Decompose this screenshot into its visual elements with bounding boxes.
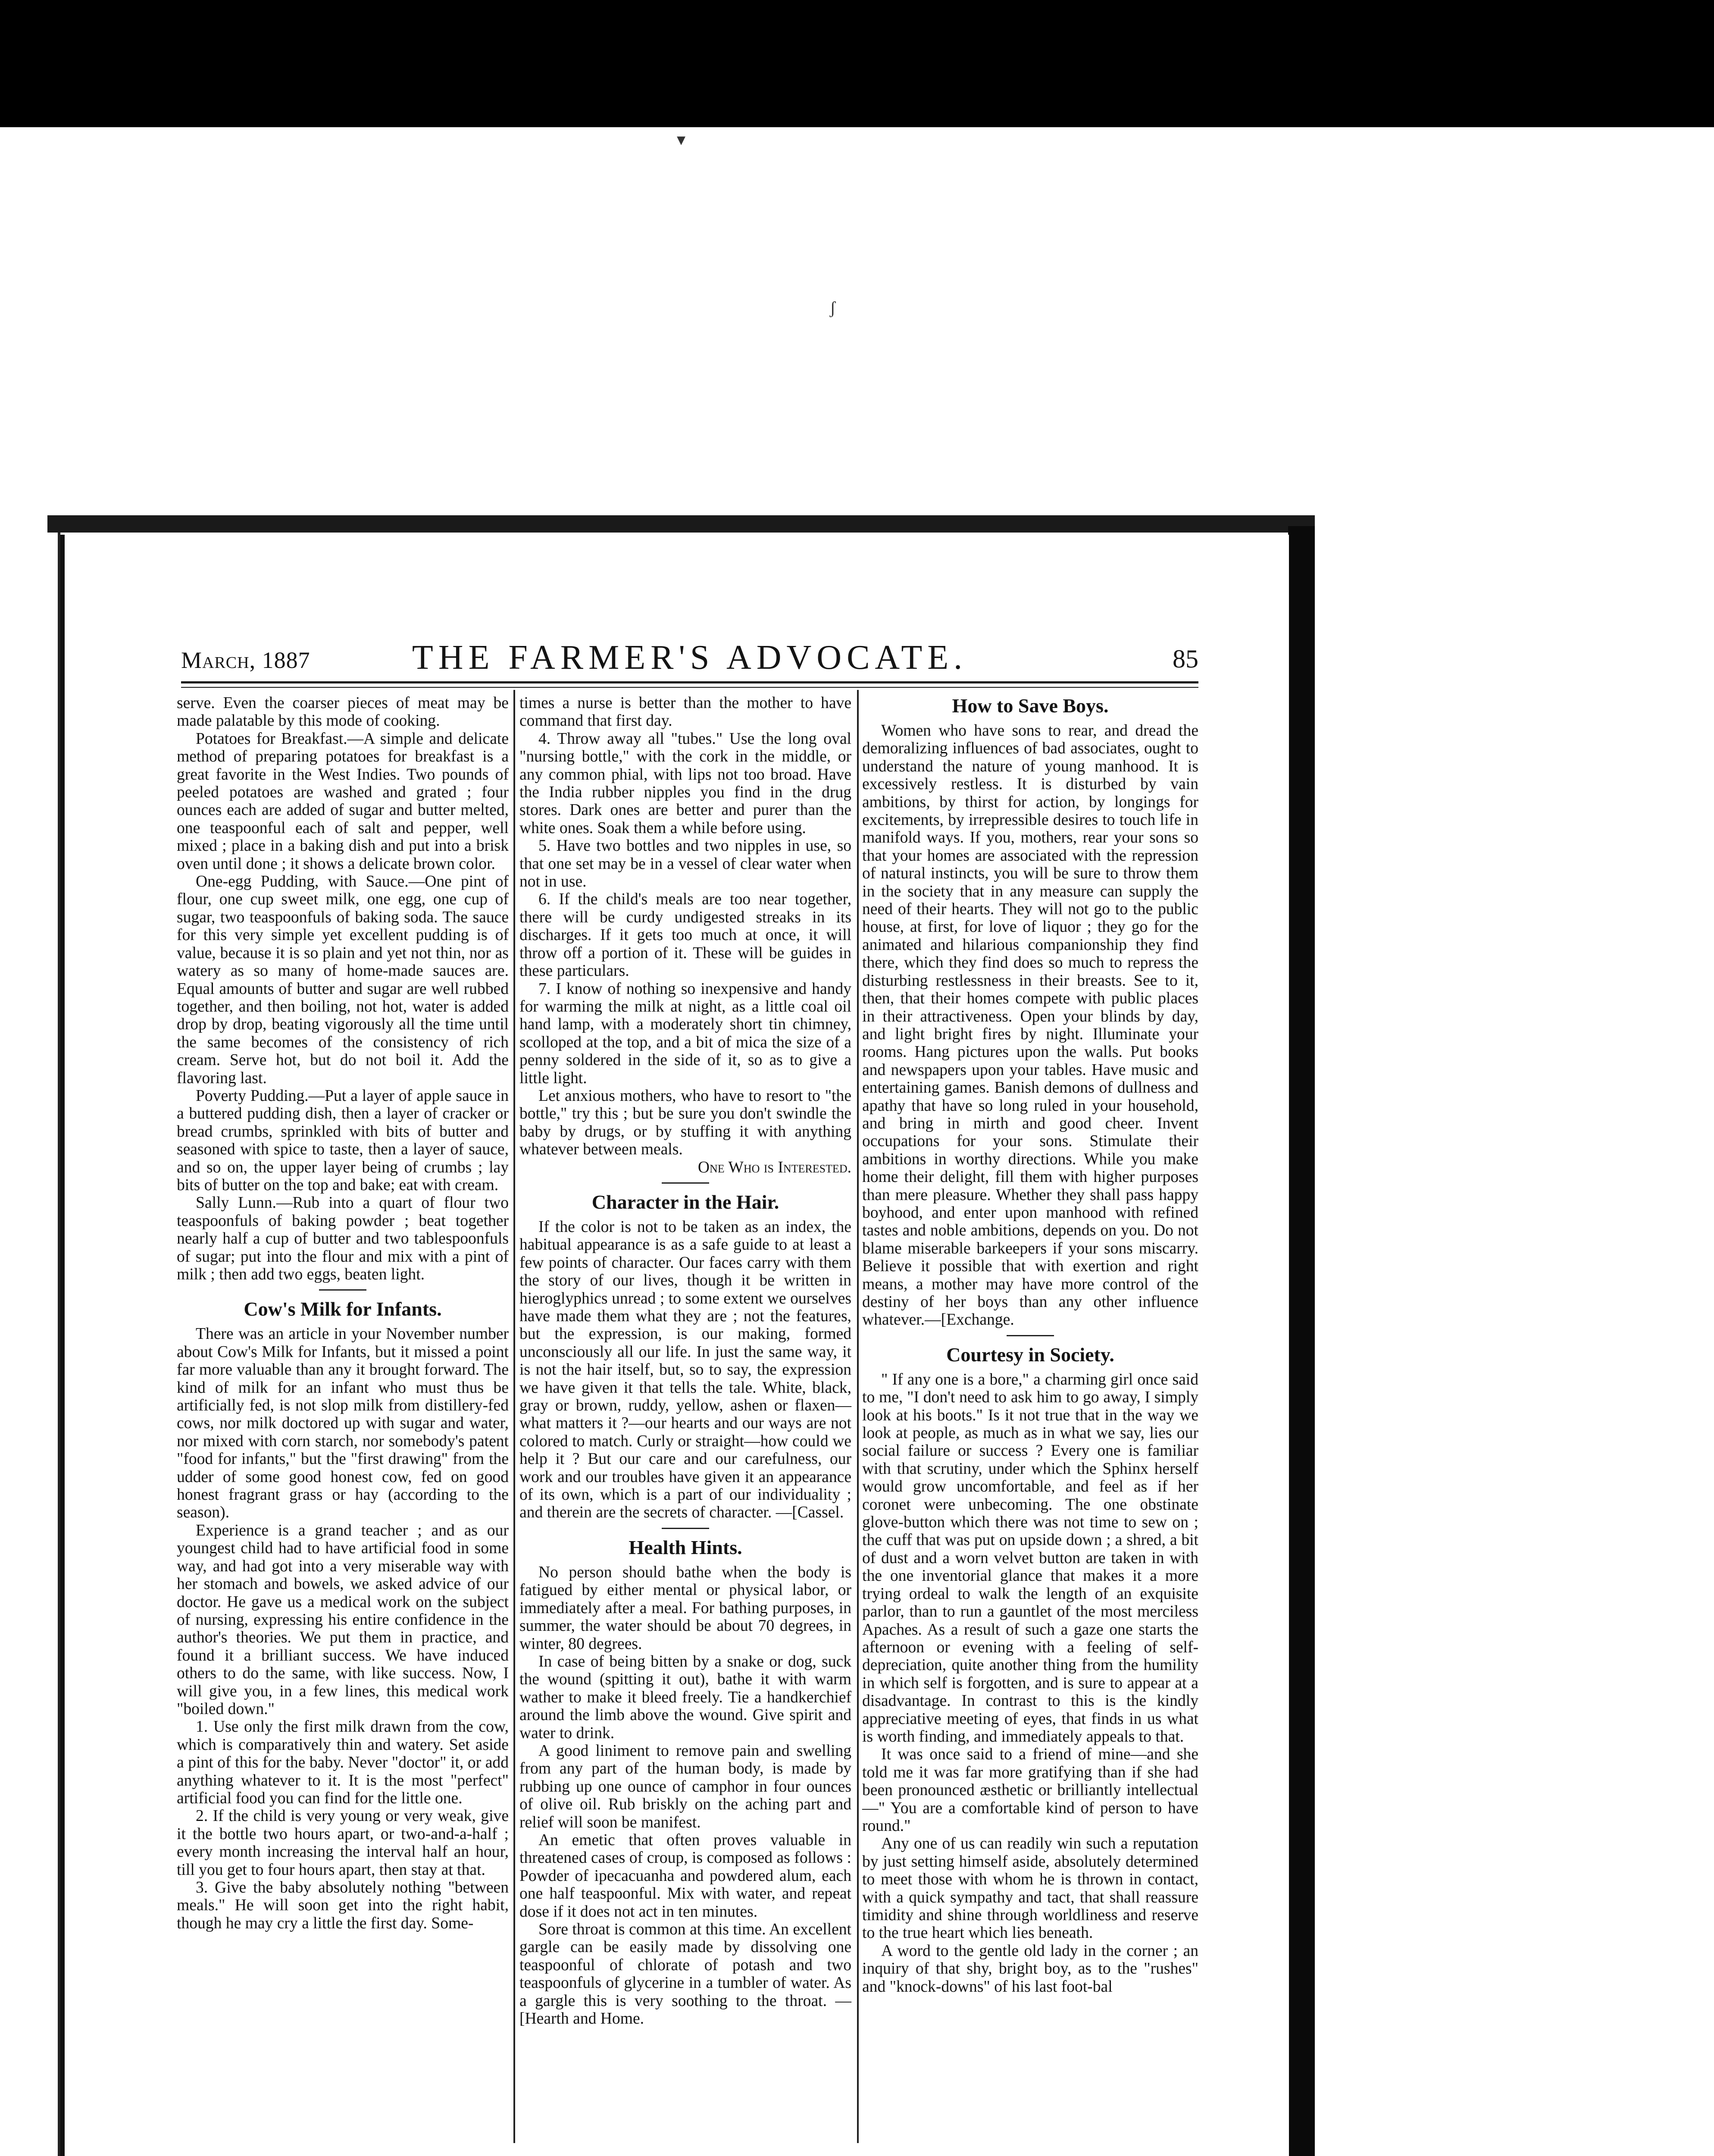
recipe-pudding: One-egg Pudding, with Sauce.—One pint of flour, one cup sweet milk, one egg, one cup of sugar, two teaspoonfuls of baking soda. The sauce for this very simple yet excellent pudding is of value, because it is so plain and yet not thin, nor as watery as so many of home-made sauces are. Equal amounts of butter and sugar are well rubbed together, and then boiling, not hot, water is added drop by drop, beating vigorously all the time until the same becomes of the consistency of rich cream. Serve hot, but do not boil it. Add the flavoring last.: [177, 873, 509, 1087]
paragraph: " If any one is a bore," a charming girl once said to me, "I don't need to ask him to go away, I simply look at his boots." Is it not true that in the way we look at people, as much as in what we say, lies our social failure or success ? Every one is familiar with that scrutiny, under which the Sphinx herself would grow uncomfortable, and feel as if her coronet were unbecoming. The one obstinate glove-button which there was not time to sew on ; the cuff that was put on upside down ; a shred, a bit of dust and a worn velvet button are taken in with the one inventorial glance that makes it a more trying ordeal to walk the length of an exquisite parlor, than to run a gauntlet of the most merciless Apaches. As a result of such a gaze one starts the afternoon or evening with a feeling of self-depreciation, quite another thing from the humility in which self is forgotten, and is sure to appear at a disadvantage. In contrast to this is the kindly appreciative meeting of eyes, that finds in us what is worth finding, and immediately appeals to that.: [862, 1370, 1198, 1745]
section-divider: [662, 1528, 709, 1529]
recipe-sally-lunn: Sally Lunn.—Rub into a quart of flour two teaspoonfuls of baking powder ; beat together nearly half a cup of butter and two tablespoonfuls of sugar; put into the flour and mix with a pint of milk ; then add two eggs, beaten light.: [177, 1194, 509, 1283]
article-heading: Character in the Hair.: [591, 1191, 779, 1213]
paragraph: Let anxious mothers, who have to resort to "the bottle," try this ; but be sure you don't swindle the baby by drugs, or by stuffing it with anything whatever between meals.: [519, 1087, 851, 1159]
paragraph: No person should bathe when the body is fatigued by either mental or physical labor, or immediately after a meal. For bathing purposes, in summer, the water should be about 70 degrees, in winter, 80 degrees.: [519, 1563, 851, 1653]
paragraph: Sore throat is common at this time. An excellent gargle can be easily made by dissolving one teaspoonful of chlorate of potash and two teaspoonfuls of glycerine in a tumbler of water. As a gargle this is very soothing to the throat. —[Hearth and Home.: [519, 1921, 851, 2028]
paragraph: A word to the gentle old lady in the corner ; an inquiry of that shy, bright boy, as to the "rushes" and "knock-downs" of his last foot-bal: [862, 1942, 1198, 1996]
paragraph: 4. Throw away all "tubes." Use the long oval "nursing bottle," with the cork in the middle, or any common phial, with lips not too broad. Have the India rubber nipples you find in the drug stores. Dark ones are better and purer than the white ones. Soak them a while before using.: [519, 730, 851, 837]
paragraph: Experience is a grand teacher ; and as our youngest child had to have artificial food in some way, and had got into a very miserable way with her stomach and bowels, we asked advice of our doctor. He gave us a medical work on the subject of nursing, expressing his entire confidence in the author's theories. We put them in practice, and found it a brilliant success. We have induced others to do the same, with like success. Now, I will give you, in a few lines, this medical work "boiled down.": [177, 1521, 509, 1718]
article-heading: Cow's Milk for Infants.: [244, 1298, 442, 1320]
masthead: [181, 638, 1198, 677]
section-divider: [319, 1289, 366, 1291]
recipe-potatoes: Potatoes for Breakfast.—A simple and delicate method of preparing potatoes for breakfast is a great favorite in the West Indies. Two pounds of peeled potatoes are washed and grated ; four ounces each are added of sugar and butter melted, one teaspoonful each of salt and pepper, well mixed ; place in a baking dish and put into a brisk oven until done ; it shows a delicate brown color.: [177, 730, 509, 873]
paragraph: 6. If the child's meals are too near together, there will be curdy undigested streaks in its discharges. If it gets too much at once, it will throw off a portion of it. These will be guides in these particulars.: [519, 890, 851, 980]
paragraph: A good liniment to remove pain and swelling from any part of the human body, is made by rubbing up one ounce of camphor in four ounces of olive oil. Rub briskly on the aching part and relief will soon be manifest.: [519, 1742, 851, 1831]
page-shadow-top: [47, 515, 1315, 533]
article-signature: One Who is Interested.: [697, 1158, 851, 1176]
paragraph: Any one of us can readily win such a reputation by just setting himself aside, absolutely determined to meet those with whom he is thrown in contact, with a quick sympathy and tact, that shall reassure timidity and shine through worldliness and reserve to the true heart which lies beneath.: [862, 1835, 1198, 1942]
paragraph: It was once said to a friend of mine—and she told me it was far more gratifying than if she had been pronounced æsthetic or brilliantly intellectual—" You are a comfortable kind of person to have round.": [862, 1745, 1198, 1835]
scan-speck: ʃ: [830, 298, 836, 317]
paragraph: Women who have sons to rear, and dread the demoralizing influences of bad associates, ought to understand the nature of young manhood. It is excessively restless. It is disturbed by vain ambitions, by thirst for action, by longings for excitements, by irrepressible desires to touch life in manifold ways. If you, mothers, rear your sons so that your homes are associated with the repression of natural instincts, you will be sure to throw them in the society that in any measure can supply the need of their hearts. They will not go to the public house, at first, for love of liquor ; they go for the animated and hilarious companionship they find there, which they find does so much to repress the disturbing restlessness in their breasts. See to it, then, that their homes compete with public places in their attractiveness. Open your blinds by day, and light bright fires by night. Illuminate your rooms. Hang pictures upon the walls. Put books and newspapers upon your tables. Have music and entertaining games. Banish demons of dullness and apathy that have so long ruled in your household, and bring in mirth and good cheer. Invent occupations for your sons. Stimulate their ambitions in worthy directions. While you make home their delight, fill them with higher purposes than mere pleasure. Whether they shall pass happy boyhood, and enter upon manhood with refined tastes and noble ambitions, depends on you. Do not blame miserable barkeepers if your sons miscarry. Believe it possible that with exertion and right means, a mother may have more control of the destiny of her boys than any other influence whatever.—[Exchange.: [862, 722, 1198, 1329]
section-divider: [662, 1182, 709, 1184]
article-heading: Courtesy in Society.: [946, 1343, 1114, 1366]
article-heading: Health Hints.: [629, 1536, 742, 1558]
facing-page-edge: [0, 530, 60, 2156]
column-rule: [513, 690, 515, 2143]
paragraph: There was an article in your November number about Cow's Milk for Infants, but it missed a point far more valuable than any it brought forward. The kind of milk for an infant who must thus be artificially fed, is not slop milk from distillery-fed cows, nor milk doctored up with sugar and water, nor mixed with corn starch, nor somebody's patent "food for infants," but the "first drawing" from the udder of some good honest cow, fed on good honest fragrant grass or hay (according to the season).: [177, 1325, 509, 1522]
paragraph: 3. Give the baby absolutely nothing "between meals." He will soon get into the right habit, though he may cry a little the first day. Some-: [177, 1879, 509, 1932]
page-shadow-right: [1288, 526, 1315, 2156]
paragraph: 2. If the child is very young or very weak, give it the bottle two hours apart, or two-and-a-half ; every month increasing the interval half an hour, till you get to four hours apart, then stay at that.: [177, 1807, 509, 1879]
recipe-poverty-pudding: Poverty Pudding.—Put a layer of apple sauce in a buttered pudding dish, then a layer of cracker or bread crumbs, sprinkled with bits of butter and seasoned with spice to taste, then a layer of sauce, and so on, the upper layer being of crumbs ; lay bits of butter on the top and bake; eat with cream.: [177, 1087, 509, 1194]
paragraph: In case of being bitten by a snake or dog, suck the wound (spitting it out), bathe it with warm wather to make it bleed freely. Tie a handkerchief around the limb above the wound. Give spirit and water to drink.: [519, 1652, 851, 1742]
issue-date: March, 1887: [181, 647, 310, 673]
scan-border-top: [0, 0, 1714, 127]
column-1: [177, 694, 509, 1932]
paragraph: If the color is not to be taken as an index, the habitual appearance is as a safe guide to at least a few points of character. Our faces carry with them the story of our lives, though it be written in hieroglyphics unread ; to some extent we ourselves have made them what they are ; not the features, but the expression, is our making, formed unconsciously all our life. In just the same way, it is not the hair itself, but, so to say, the expression we have given it that tells the tale. White, black, gray or brown, ruddy, yellow, ashen or flaxen—what matters it ?—our hearts and our ways are not colored to match. Curly or straight—how could we help it ? But our care and our carefulness, our work and our troubles have given it an appearance of its own, which is a part of our individuality ; and therein are the secrets of character. —[Cassel.: [519, 1218, 851, 1522]
column-2: [519, 694, 851, 2028]
page-number: 85: [1173, 645, 1198, 673]
article-heading: How to Save Boys.: [952, 695, 1109, 717]
paragraph: serve. Even the coarser pieces of meat may be made palatable by this mode of cooking.: [177, 694, 509, 730]
masthead-rule: [181, 681, 1198, 688]
paragraph: times a nurse is better than the mother to have command that first day.: [519, 694, 851, 730]
column-rule: [857, 690, 859, 2143]
column-3: [862, 694, 1198, 1996]
scan-speck: ▾: [677, 130, 686, 149]
paragraph: 1. Use only the first milk drawn from the cow, which is comparatively thin and watery. Set aside a pint of this for the baby. Never "doctor" it, or add anything whatever to it. It is the most "perfect" artificial food you can find for the little one.: [177, 1718, 509, 1807]
section-divider: [1007, 1335, 1054, 1336]
paragraph: 5. Have two bottles and two nipples in use, so that one set may be in a vessel of clear water when not in use.: [519, 837, 851, 891]
publication-title: THE FARMER'S ADVOCATE.: [412, 639, 968, 677]
paragraph: 7. I know of nothing so inexpensive and handy for warming the milk at night, as a little coal oil hand lamp, with a moderately short tin chimney, scolloped at the top, and a bit of mica the size of a penny soldered in the side of it, so as to give a little light.: [519, 980, 851, 1087]
paragraph: An emetic that often proves valuable in threatened cases of croup, is composed as follows : Powder of ipecacuanha and powdered alum, each one half teaspoonful. Mix with water, and repeat dose if it does not act in ten minutes.: [519, 1831, 851, 1921]
